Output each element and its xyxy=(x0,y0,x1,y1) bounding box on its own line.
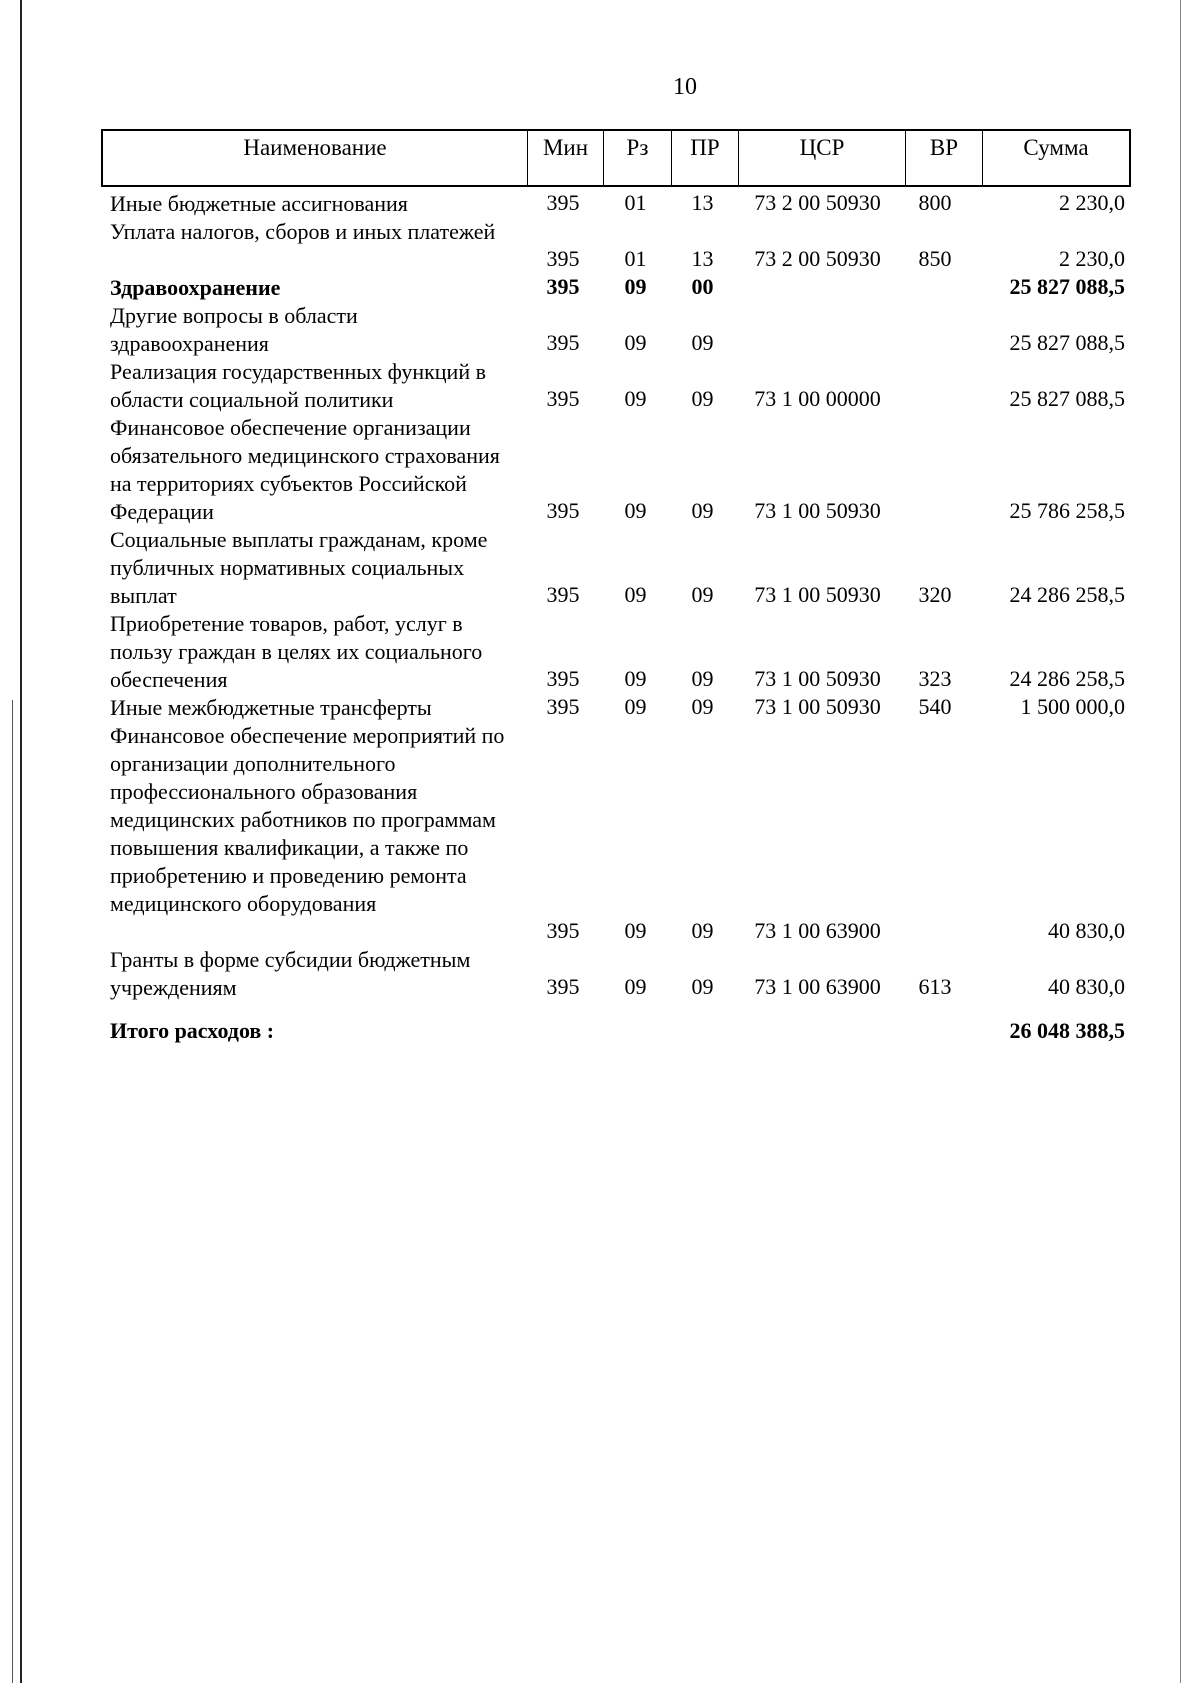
row-vr: 613 xyxy=(918,974,952,999)
row-pr: 13 xyxy=(691,246,714,271)
row-min: 395 xyxy=(546,246,580,271)
row-min: 395 xyxy=(546,330,580,355)
row-min: 395 xyxy=(546,974,580,999)
row-sum: 40 830,0 xyxy=(1048,974,1125,999)
row-rz: 09 xyxy=(624,386,647,411)
table-header xyxy=(101,129,1131,187)
row-name: Здравоохранение xyxy=(110,275,281,300)
row-name: Иные бюджетные ассигнования xyxy=(110,191,408,216)
row-pr: 09 xyxy=(691,694,714,719)
row-name: Реализация государственных функций в области социальной политики xyxy=(110,359,486,412)
row-name: Финансовое обеспечение мероприятий по организации дополнительного профессионального образования медицинских работников по программам повышения квалификации, а также по приобретению и проведению ремонта медицинского оборудования xyxy=(110,723,505,916)
row-name: Приобретение товаров, работ, услуг в пользу граждан в целях их социального обеспечения xyxy=(110,611,483,692)
row-pr: 09 xyxy=(691,386,714,411)
row-sum: 25 827 088,5 xyxy=(1009,274,1125,299)
header-rz: Рз xyxy=(603,131,671,187)
row-rz: 09 xyxy=(624,274,647,299)
total-sum: 26 048 388,5 xyxy=(1009,1018,1125,1043)
row-pr: 09 xyxy=(691,918,714,943)
row-min: 395 xyxy=(546,274,580,299)
scan-edge xyxy=(20,0,22,1683)
row-sum: 24 286 258,5 xyxy=(1009,582,1125,607)
header-sum: Сумма xyxy=(982,131,1129,187)
row-vr: 320 xyxy=(918,582,952,607)
row-min: 395 xyxy=(546,918,580,943)
row-rz: 09 xyxy=(624,666,647,691)
row-min: 395 xyxy=(546,666,580,691)
row-csr: 73 1 00 50930 xyxy=(754,694,881,719)
row-name: Иные межбюджетные трансферты xyxy=(110,695,432,720)
row-sum: 1 500 000,0 xyxy=(1020,694,1125,719)
row-sum: 25 786 258,5 xyxy=(1009,498,1125,523)
row-pr: 09 xyxy=(691,974,714,999)
row-min: 395 xyxy=(546,582,580,607)
row-rz: 09 xyxy=(624,582,647,607)
row-min: 395 xyxy=(546,694,580,719)
row-sum: 25 827 088,5 xyxy=(1009,386,1125,411)
row-csr: 73 2 00 50930 xyxy=(754,246,881,271)
row-pr: 00 xyxy=(691,274,714,299)
total-label: Итого расходов : xyxy=(110,1018,275,1043)
row-csr: 73 1 00 50930 xyxy=(754,582,881,607)
row-sum: 2 230,0 xyxy=(1059,190,1125,215)
row-csr: 73 1 00 63900 xyxy=(754,918,881,943)
row-rz: 09 xyxy=(624,694,647,719)
row-csr: 73 1 00 50930 xyxy=(754,666,881,691)
row-rz: 09 xyxy=(624,918,647,943)
row-vr: 850 xyxy=(918,246,952,271)
row-rz: 09 xyxy=(624,498,647,523)
row-vr: 323 xyxy=(918,666,952,691)
row-name: Финансовое обеспечение организации обязательного медицинского страхования на территориях субъектов Российской Федерации xyxy=(110,415,500,524)
row-min: 395 xyxy=(546,190,580,215)
row-csr: 73 1 00 63900 xyxy=(754,974,881,999)
row-rz: 01 xyxy=(624,190,647,215)
row-csr: 73 1 00 50930 xyxy=(754,498,881,523)
row-csr: 73 1 00 00000 xyxy=(754,386,881,411)
row-sum: 2 230,0 xyxy=(1059,246,1125,271)
row-vr: 540 xyxy=(918,694,952,719)
header-vr: ВР xyxy=(905,131,982,187)
row-pr: 13 xyxy=(691,190,714,215)
scan-edge xyxy=(1180,0,1181,1683)
header-min: Мин xyxy=(527,131,603,187)
header-csr: ЦСР xyxy=(738,131,905,187)
row-pr: 09 xyxy=(691,498,714,523)
row-name: Гранты в форме субсидии бюджетным учреждениям xyxy=(110,947,471,1000)
row-min: 395 xyxy=(546,386,580,411)
row-min: 395 xyxy=(546,498,580,523)
scan-edge xyxy=(12,700,13,1683)
row-vr: 800 xyxy=(918,190,952,215)
header-pr: ПР xyxy=(671,131,738,187)
row-name: Социальные выплаты гражданам, кроме публичных нормативных социальных выплат xyxy=(110,527,488,608)
header-name: Наименование xyxy=(243,135,387,160)
row-rz: 09 xyxy=(624,330,647,355)
row-sum: 40 830,0 xyxy=(1048,918,1125,943)
row-name: Уплата налогов, сборов и иных платежей xyxy=(110,219,496,244)
row-pr: 09 xyxy=(691,330,714,355)
row-pr: 09 xyxy=(691,666,714,691)
row-rz: 09 xyxy=(624,974,647,999)
row-name: Другие вопросы в области здравоохранения xyxy=(110,303,358,356)
row-sum: 24 286 258,5 xyxy=(1009,666,1125,691)
page-number: 10 xyxy=(673,74,697,100)
row-sum: 25 827 088,5 xyxy=(1009,330,1125,355)
row-csr: 73 2 00 50930 xyxy=(754,190,881,215)
row-rz: 01 xyxy=(624,246,647,271)
row-pr: 09 xyxy=(691,582,714,607)
